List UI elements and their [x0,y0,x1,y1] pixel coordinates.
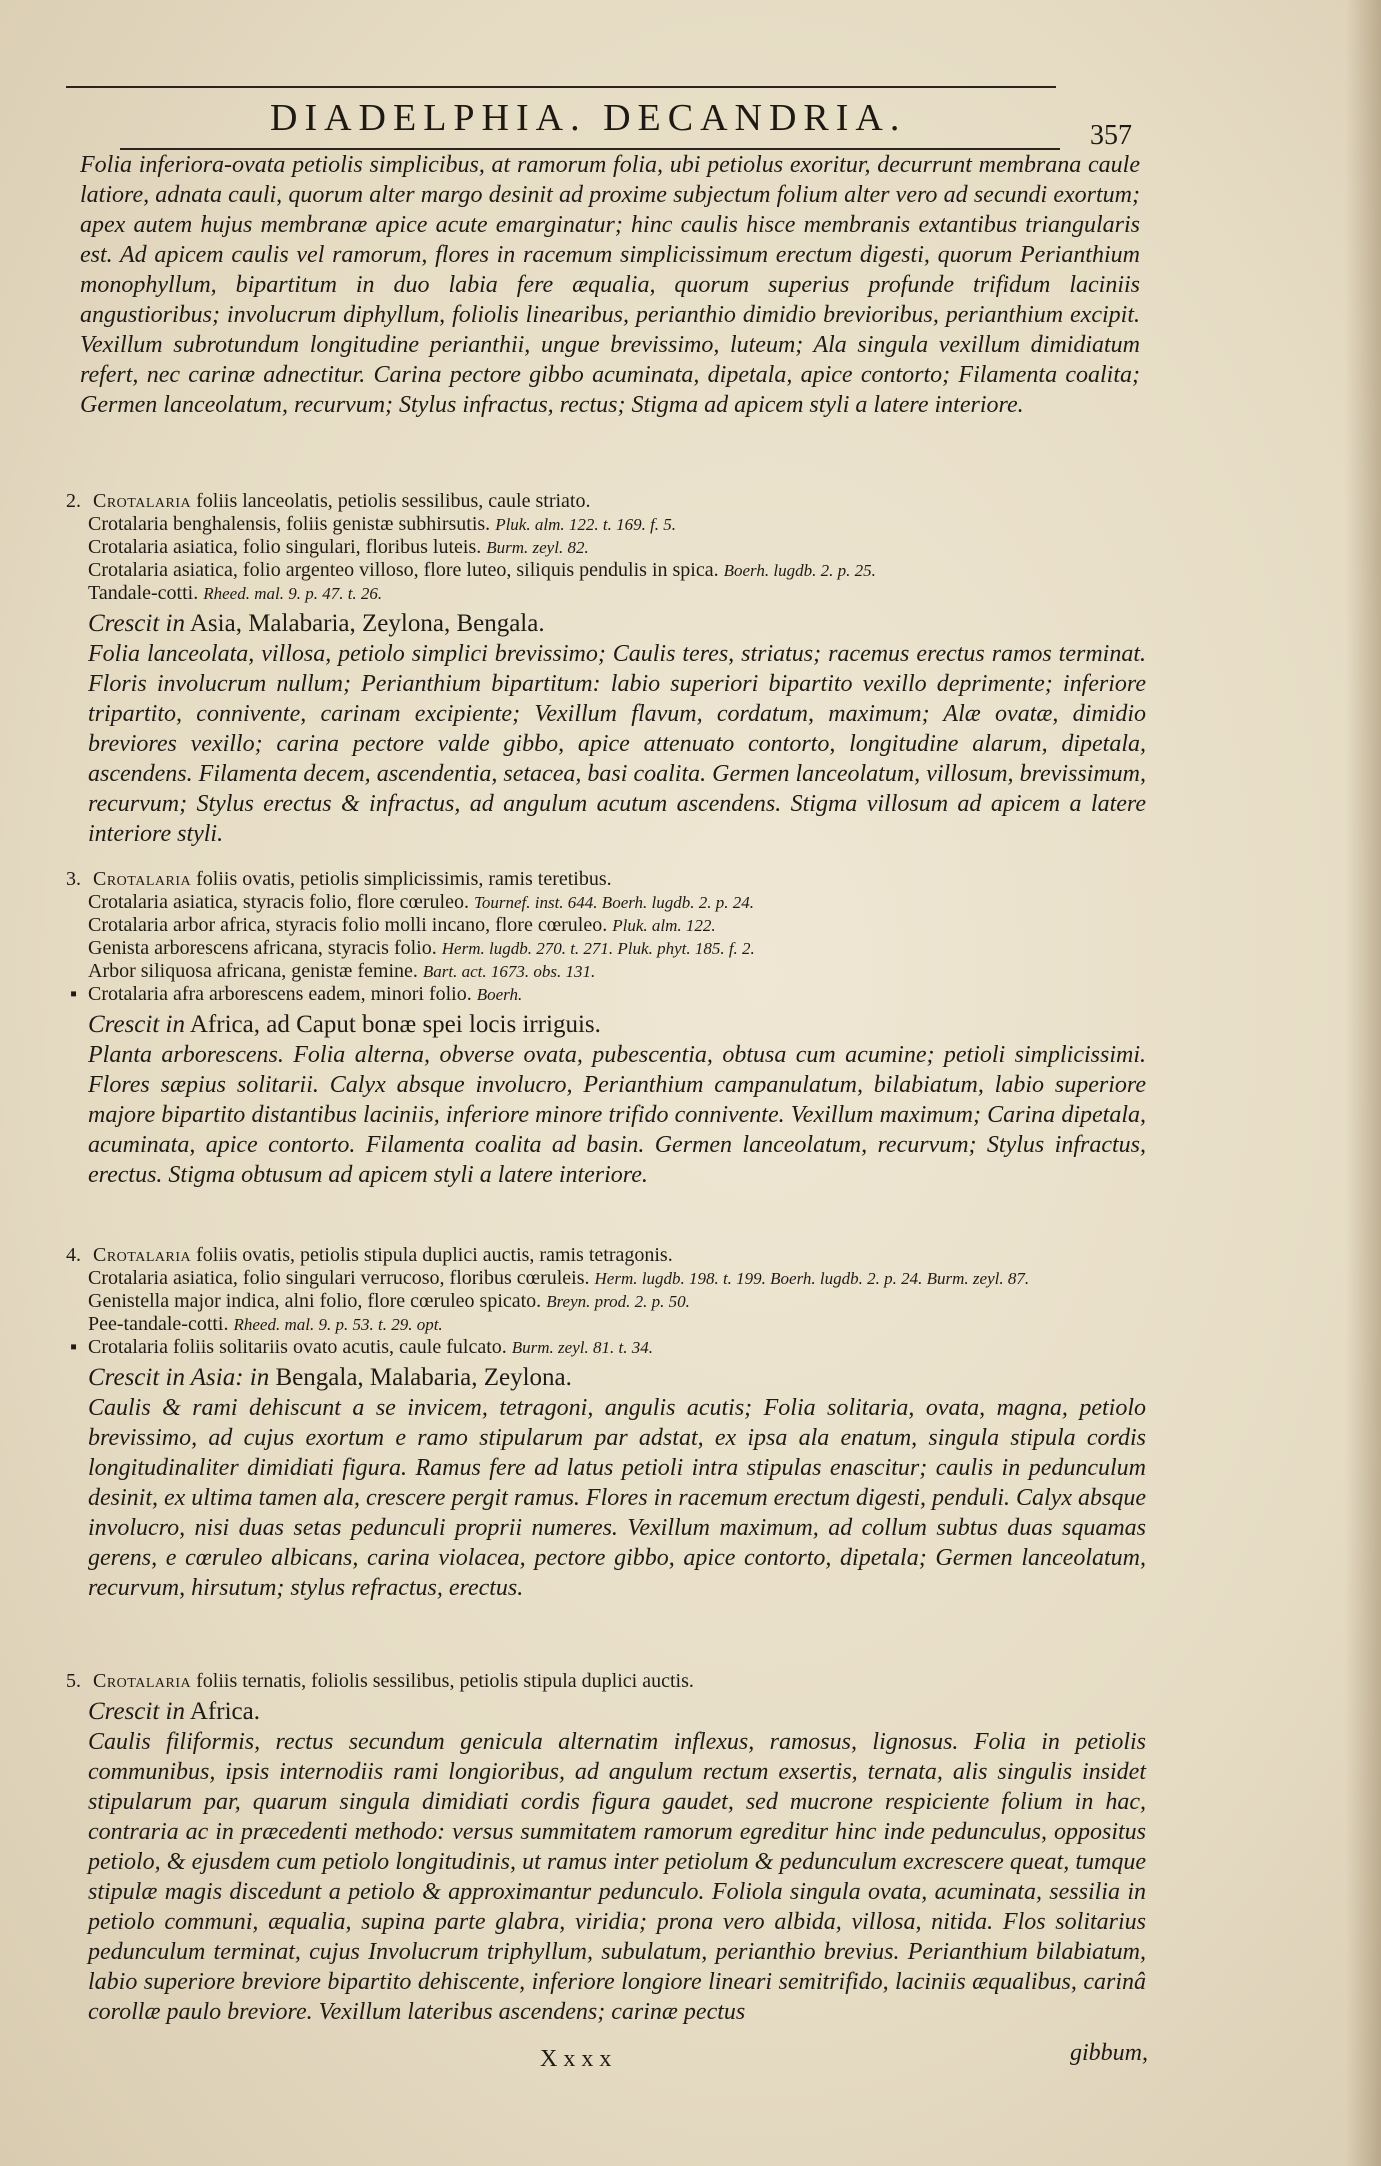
synonym-line [88,582,1146,605]
habitat-label: Crescit in [88,610,185,637]
synonym-text: Crotalaria afra arborescens eadem, minori folio. [88,983,472,1005]
synonym-reference: Rheed. mal. 9. p. 53. t. 29. opt. [233,1315,443,1334]
species-description: Planta arborescens. Folia alterna, obverse ovata, pubescentia, obtusa cum acumine; petioli simplicissimi. Flores sæpius solitarii. Calyx absque involucro, Perianthium campanulatum, bilabiatum, labio superiore majore bipartito distantibus laciniis, inferiore minore trifido connivente. Vexillum maximum; Carina dipetala, acuminata, apice contorto. Filamenta coalita ad basin. Germen lanceolatum, recurvum; Stylus infractus, erectus. Stigma obtusum ad apicem styli a latere interiore. [88,1042,1146,1188]
species-description-block [66,1727,1146,2027]
habitat-line [66,1697,1146,1727]
synonym-reference: Burm. zeyl. 81. t. 34. [511,1338,653,1357]
species-heading [66,1244,1146,1267]
synonym-text: Arbor siliquosa africana, genistæ femine. [88,960,418,982]
intro-paragraph-block [80,150,1140,420]
synonym-line [88,1290,1146,1313]
species-heading [66,490,1146,513]
species-diagnosis: foliis ovatis, petiolis simplicissimis, ramis teretibus. [196,868,612,890]
synonym-reference: Herm. lugdb. 198. t. 199. Boerh. lugdb. 2. p. 24. Burm. zeyl. 87. [594,1269,1030,1288]
synonym-text: Crotalaria asiatica, folio singulari, floribus luteis. [88,536,482,558]
catchword: gibbum, [1070,2040,1148,2066]
synonym-text: Crotalaria asiatica, folio singulari verrucoso, floribus cœruleis. [88,1267,590,1289]
species-entry [66,490,1146,849]
species-heading [66,868,1146,891]
synonym-line [88,536,1146,559]
running-title: DIADELPHIA. DECANDRIA. [270,97,907,139]
species-diagnosis: foliis ovatis, petiolis stipula duplici auctis, ramis tetragonis. [196,1244,673,1266]
species-description-block [66,1040,1146,1190]
synonym-reference: Herm. lugdb. 270. t. 271. Pluk. phyt. 185. f. 2. [441,939,755,958]
habitat-line [66,1363,1146,1393]
species-entry [66,1670,1146,2027]
synonym-line [88,559,1146,582]
synonym-reference: Boerh. lugdb. 2. p. 25. [723,561,876,580]
synonym-text: Genistella major indica, alni folio, flore cœruleo spicato. [88,1290,542,1312]
synonym-line [88,891,1146,914]
habitat-places: Bengala, Malabaria, Zeylona. [275,1364,572,1391]
synonym-text: Crotalaria foliis solitariis ovato acutis, caule fulcato. [88,1336,507,1358]
species-description: Folia lanceolata, villosa, petiolo simplici brevissimo; Caulis teres, striatus; racemus erectus ramos terminat. Floris involucrum nullum; Perianthium bipartitum: labio superiori bipartito vexillo deprimente; inferiore tripartito, connivente, carinam excipiente; Vexillum flavum, cordatum, maximum; Alæ ovatæ, dimidio breviores vexillo; carina pectore valde gibbo, apice attenuato contorto, longitudine alarum, dipetala, ascendens. Filamenta decem, ascendentia, setacea, basi coalita. Germen lanceolatum, villosum, brevissimum, recurvum; Stylus erectus & infractus, ad angulum acutum ascendens. Stigma villosum ad apicem a latere interiore styli. [88,641,1146,847]
habitat-places: Asia, Malabaria, Zeylona, Bengala. [189,610,545,637]
habitat-label: Crescit in [88,1698,185,1725]
species-description: Caulis & rami dehiscunt a se invicem, tetragoni, angulis acutis; Folia solitaria, ovata, magna, petiolo brevissimo, ad cujus exortum e ramo stipularum par adstat, ex ipsa ala enatum, singula stipula cordis longitudinaliter dimidiati figura. Ramus fere ad latus petioli intra stipulas enascitur; caulis in pedunculum desinit, ex ultima tamen ala, crescere pergit ramus. Flores in racemum erectum digesti, penduli. Calyx absque involucro, nisi duas setas pedunculi proprii numeres. Vexillum maximum, ad collum subtus duas squamas gerens, e cœruleo albicans, carina violacea, pectore gibbo, apice contorto, dipetala; Germen lanceolatum, recurvum, hirsutum; stylus refractus, erectus. [88,1395,1147,1601]
species-number: 2. [66,490,81,512]
synonym-reference: Tournef. inst. 644. Boerh. lugdb. 2. p. 24. [473,893,755,912]
header-rule-top [66,86,1056,88]
species-name: Crotalaria [93,1670,192,1692]
synonym-bullet: ▪ [70,983,78,1005]
synonym-line [70,983,1146,1006]
synonym-text: Crotalaria arbor africa, styracis folio molli incano, flore cœruleo. [88,914,608,936]
species-entry [66,868,1146,1190]
synonym-reference: Breyn. prod. 2. p. 50. [546,1292,690,1311]
synonym-reference: Rheed. mal. 9. p. 47. t. 26. [203,584,383,603]
synonym-reference: Pluk. alm. 122. [612,916,716,935]
synonym-list [66,513,1146,605]
synonym-reference: Bart. act. 1673. obs. 131. [422,962,596,981]
species-description: Caulis filiformis, rectus secundum genicula alternatim inflexus, ramosus, lignosus. Folia in petiolis communibus, ipsis internodiis rami longioribus, ad angulum rectum exsertis, ternata, alis singulis insidet stipularum par, quarum singula dimidiati cordis figura gaudet, sed mucrone respiciente folium in hac, contraria ac in præcedenti methodo: versus summitatem ramorum egreditur hinc inde pedunculus, oppositus petiolo, & ejusdem cum petiolo longitudinis, ut ramus inter petiolum & pedunculum excrescere queat, tumque stipulæ magis discedunt a petiolo & approximantur pedunculo. Foliola singula ovata, acuminata, sessilia in petiolo communi, æqualia, supina parte glabra, viridia; prona vero albida, villosa, nitida. Flos solitarius pedunculum terminat, cujus Involucrum triphyllum, subulatum, perianthio brevius. Perianthium bilabiatum, labio superiore breviore bipartito dehiscente, inferiore longiore lineari semitrifido, laciniis æqualibus, carinâ corollæ paulo breviore. Vexillum lateribus ascendens; carinæ pectus [88,1729,1146,2025]
species-description-block [66,639,1146,849]
species-diagnosis: foliis lanceolatis, petiolis sessilibus, caule striato. [196,490,591,512]
species-name: Crotalaria [93,490,192,512]
page-number: 357 [1090,120,1132,151]
synonym-reference: Boerh. [476,985,523,1004]
species-name: Crotalaria [93,1244,192,1266]
synonym-list [66,1267,1146,1359]
synonym-text: Crotalaria benghalensis, foliis genistæ subhirsutis. [88,513,491,535]
habitat-label: Crescit in Asia: in [88,1364,270,1391]
habitat-line [66,609,1146,639]
habitat-label: Crescit in [88,1011,185,1038]
synonym-text: Crotalaria asiatica, styracis folio, flore cœruleo. [88,891,469,913]
species-number: 5. [66,1670,81,1692]
intro-paragraph: Folia inferiora-ovata petiolis simplicibus, at ramorum folia, ubi petiolus exoritur, decurrunt membrana caule latiore, adnata cauli, quorum alter margo desinit ad proxime subjectum folium alter vero ad secundi exortum; apex autem hujus membranæ apice acute emarginatur; hinc caulis hisce membranis extantibus triangularis est. Ad apicem caulis vel ramorum, flores in racemum simplicissimum erectum digesti, quorum Perianthium monophyllum, bipartitum in duo labia fere æqualia, quorum superius profunde trifidum laciniis angustioribus; involucrum diphyllum, foliolis linearibus, perianthio dimidio brevioribus, perianthium excipit. Vexillum subrotundum longitudine perianthii, ungue brevissimo, luteum; Ala singula vexillum dimidiatum refert, nec carinæ adnectitur. Carina pectore gibbo acuminata, dipetala, apice contorto; Filamenta coalita; Germen lanceolatum, recurvum; Stylus infractus, rectus; Stigma ad apicem styli a latere interiore. [80,152,1140,418]
page-gutter-shadow [1345,0,1381,2166]
synonym-reference: Burm. zeyl. 82. [486,538,589,557]
habitat-line [66,1010,1146,1040]
synonym-reference: Pluk. alm. 122. t. 169. f. 5. [495,515,677,534]
species-diagnosis: foliis ternatis, foliolis sessilibus, petiolis stipula duplici auctis. [196,1670,694,1692]
species-heading [66,1670,1146,1693]
synonym-text: Tandale-cotti. [88,582,199,604]
synonym-line [88,1267,1146,1290]
synonym-line [88,937,1146,960]
synonym-line [88,513,1146,536]
synonym-bullet: ▪ [70,1336,78,1358]
synonym-text: Pee-tandale-cotti. [88,1313,229,1335]
species-entry [66,1244,1146,1603]
species-number: 3. [66,868,81,890]
synonym-line [70,1336,1146,1359]
habitat-places: Africa, ad Caput bonæ spei locis irriguis. [189,1011,601,1038]
synonym-line [88,1313,1146,1336]
signature-mark: Xxxx [540,2046,618,2072]
synonym-line [88,914,1146,937]
species-number: 4. [66,1244,81,1266]
synonym-text: Crotalaria asiatica, folio argenteo villoso, flore luteo, siliquis pendulis in spica. [88,559,719,581]
synonym-text: Genista arborescens africana, styracis folio. [88,937,437,959]
species-name: Crotalaria [93,868,192,890]
species-description-block [66,1393,1146,1603]
synonym-line [88,960,1146,983]
synonym-list [66,891,1146,1006]
habitat-places: Africa. [189,1698,260,1725]
